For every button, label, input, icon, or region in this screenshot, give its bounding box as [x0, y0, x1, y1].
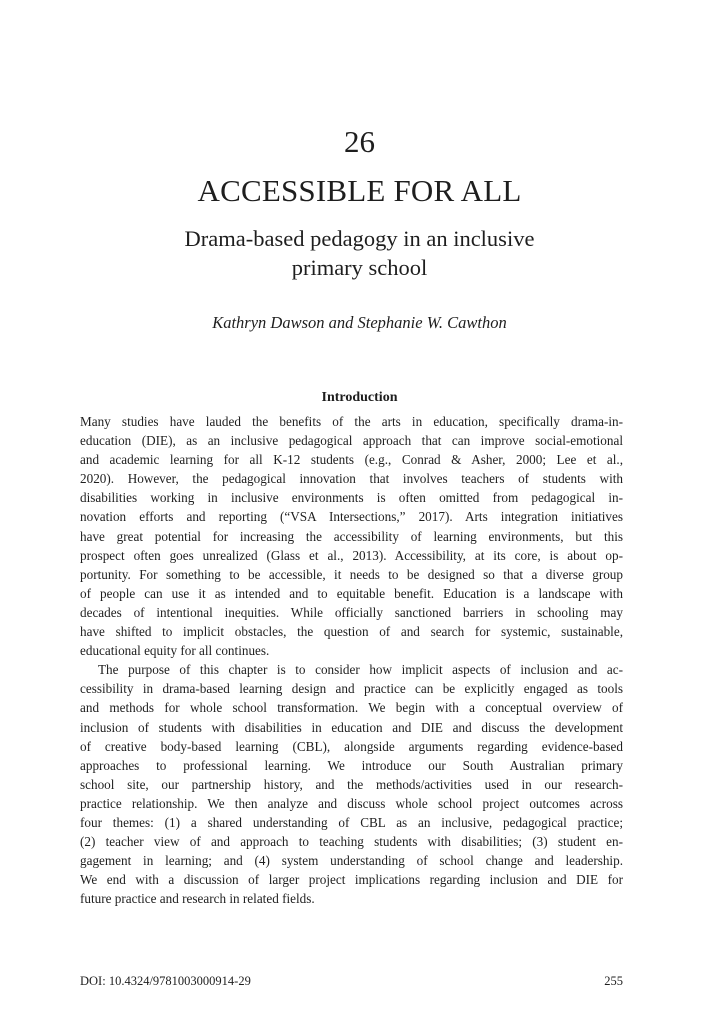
section-heading: Introduction	[321, 390, 398, 405]
text-line: cessibility in drama-based learning design and practice can be explicitly engaged as tools	[80, 681, 623, 697]
text-line: decades of intentional inequities. While officially sanctioned barriers in schooling may	[80, 604, 623, 620]
body-text	[80, 412, 623, 908]
chapter-subtitle	[0, 224, 719, 282]
text-line: inclusion of students with disabilities in education and DIE and discuss the development	[80, 719, 623, 735]
text-line: have shifted to implicit obstacles, the question of and search for systemic, sustainable,	[80, 624, 623, 640]
text-line: four themes: (1) a shared understanding of CBL as an inclusive, pedagogical practice;	[80, 814, 623, 830]
text-line: of people can use it as intended and to equitable benefit. Education is a landscape with	[80, 585, 623, 601]
text-line: have great potential for increasing the accessibility of learning environments, but this	[80, 528, 623, 544]
text-line: disabilities working in inclusive environments is often omitted from pedagogical in-	[80, 490, 623, 506]
subtitle-line: Drama-based pedagogy in an inclusive	[184, 226, 535, 251]
doi-text: DOI: 10.4324/9781003000914-29	[80, 974, 251, 988]
text-line: educational equity for all continues.	[80, 643, 270, 659]
page-number: 255	[604, 974, 623, 988]
chapter-authors: Kathryn Dawson and Stephanie W. Cawthon	[212, 313, 507, 332]
text-line: of creative body-based learning (CBL), alongside arguments regarding evidence-based	[80, 738, 623, 754]
text-line: portunity. For something to be accessible, it needs to be designed so that a diverse group	[80, 566, 623, 582]
text-line: approaches to professional learning. We introduce our South Australian primary	[80, 757, 623, 773]
text-line: school site, our partnership history, and the methods/activities used in our research-	[80, 776, 623, 792]
text-line: 2020). However, the pedagogical innovation that involves teachers of students with	[80, 471, 623, 487]
chapter-title: ACCESSIBLE FOR ALL	[197, 173, 522, 208]
text-line: (2) teacher view of and approach to teaching students with disabilities; (3) student en-	[80, 834, 623, 850]
text-line: practice relationship. We then analyze and discuss whole school project outcomes across	[80, 795, 623, 811]
text-line: prospect often goes unrealized (Glass et al., 2013). Accessibility, at its core, is about op-	[80, 547, 623, 563]
chapter-number: 26	[344, 124, 375, 159]
subtitle-line: primary school	[291, 255, 428, 280]
text-line: gagement in learning; and (4) system understanding of school change and leadership.	[80, 853, 623, 869]
text-line: future practice and research in related fields.	[80, 891, 315, 907]
text-line: Many studies have lauded the benefits of the arts in education, specifically drama-in-	[80, 414, 623, 429]
paragraph-1	[80, 412, 623, 660]
text-line: education (DIE), as an inclusive pedagogical approach that can improve social-emotional	[80, 433, 623, 449]
text-line: and methods for whole school transformation. We begin with a conceptual overview of	[80, 700, 623, 716]
text-line: novation efforts and reporting (“VSA Intersections,” 2017). Arts integration initiatives	[80, 509, 623, 525]
text-line: We end with a discussion of larger project implications regarding inclusion and DIE for	[80, 872, 623, 888]
text-line: and academic learning for all K-12 students (e.g., Conrad & Asher, 2000; Lee et al.,	[80, 452, 623, 468]
text-line: The purpose of this chapter is to consider how implicit aspects of inclusion and ac-	[98, 662, 623, 678]
paragraph-2	[80, 660, 623, 908]
